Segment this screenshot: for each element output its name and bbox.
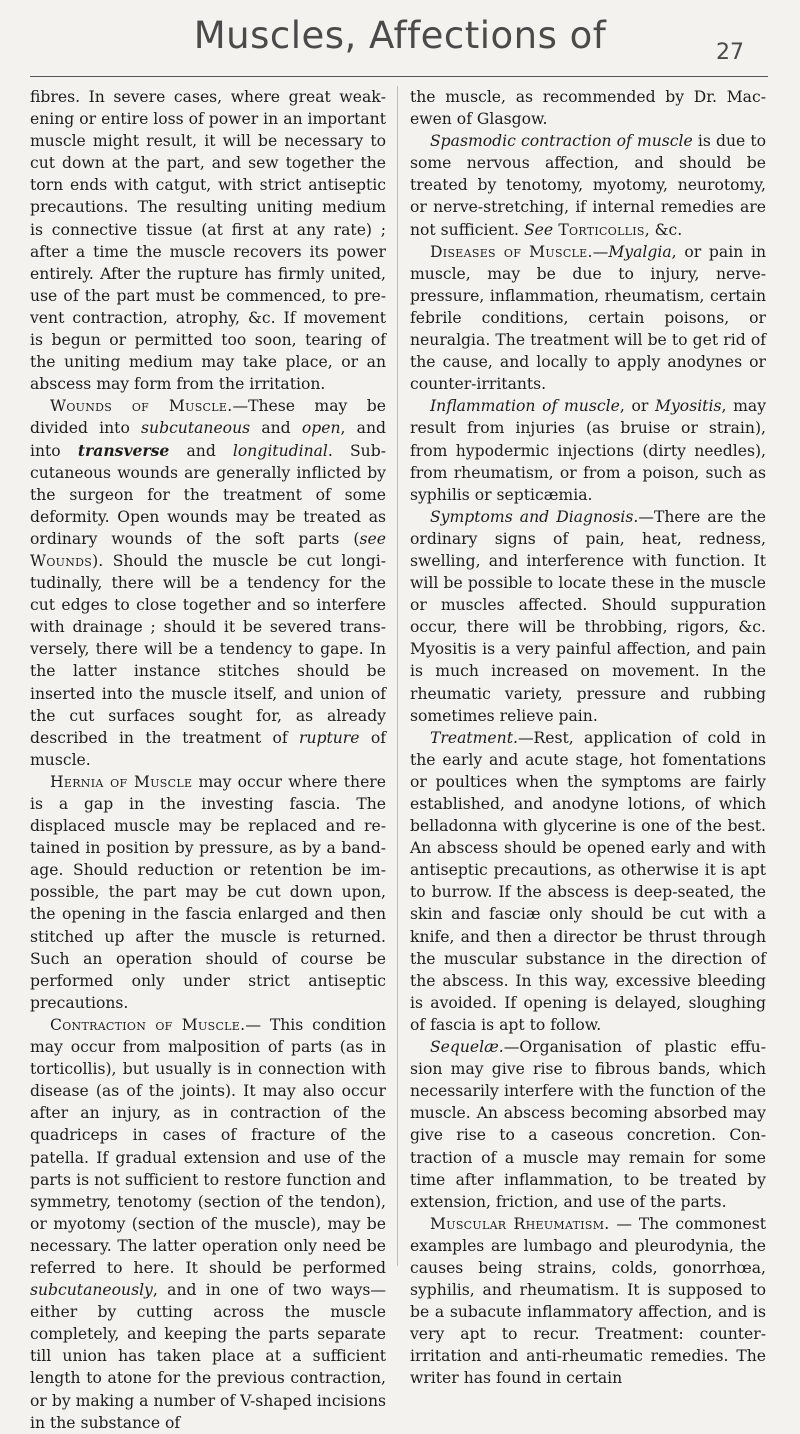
entry-sequelae: Sequelæ.—Organisation of plastic effusion may give rise to fibrous bands, which necessarily interfere with the function of the muscle. An abscess becoming absorbed may give rise to a caseous concretion. Contraction of a muscle may remain for some time after inflammation, to be treated by extension, friction, and use of the parts. <box>410 1038 766 1211</box>
entry-heading: Muscular Rheumatism. <box>430 1214 610 1233</box>
paragraph-continued: the muscle, as recommended by Dr. Macewen of Glasgow. <box>410 88 766 129</box>
cross-reference-see: see <box>359 529 386 548</box>
entry-diseases-of-muscle: Diseases of Muscle.—Myalgia, or pain in muscle, may be due to injury, nerve-pressure, inflammation, rheumatism, certain febrile conditions, certain poisons, or neuralgia. The treatment will be to get rid of the cause, and locally to apply anodynes or counter-irritants. <box>410 242 766 394</box>
page-number: 27 <box>716 40 744 65</box>
cross-reference-wounds: Wounds <box>30 551 93 570</box>
entry-heading: Inflammation of muscle <box>430 397 620 416</box>
running-title: Muscles, Affections of <box>193 14 607 57</box>
running-head <box>0 0 800 80</box>
paragraph-rupture-continued: fibres. In severe cases, where great weakening or entire loss of power in an important muscle might result, it will be necessary to cut down at the part, and sew together the torn ends with catgut, with strict antiseptic precautions. The resulting uniting medium is connective tissue (at first at any rate) ; after a time the muscle recovers its power entirely. After the rupture has firmly united, use of the part must be commenced, to prevent contraction, atrophy, &c. If movement is begun or permitted too soon, tearing of the uniting medium may take place, or an abscess may form from the irritation. <box>30 88 386 394</box>
entry-treatment: Treatment.—Rest, application of cold in the early and acute stage, hot fomentations or poultices when the symptoms are fairly established, and anodyne lotions, of which belladonna with glycerine is one of the best. An abscess should be opened early and with antiseptic precautions, as otherwise it is apt to burrow. If the abscess is deep-seated, the skin and fasciæ only should be cut with a knife, and then a director be thrust through the muscular substance in the direction of the abscess. In this way, excessive bleeding is avoided. If opening is delayed, sloughing of fascia is apt to follow. <box>410 728 766 1034</box>
right-column <box>410 86 767 1388</box>
entry-spasmodic-contraction: Spasmodic contraction of muscle is due to some nervous affection, and should be treated by tenotomy, myotomy, neurotomy, or nerve-stretching, if internal remedies are not sufficient. See Torticollis, &c. <box>410 132 766 239</box>
entry-heading: Symptoms and Diagnosis. <box>430 507 639 526</box>
column-divider <box>397 86 398 1266</box>
entry-wounds-of-muscle: Wounds of Muscle.—These may be divided into subcutaneous and open, and into transverse and longitudinal. Subcutaneous wounds are generally inflicted by the surgeon for the treatment of some deformity. Open wounds may be treated as ordinary wounds of the soft parts (see Wounds). Should the muscle be cut longitudinally, there will be a tendency for the cut edges to close together and so interfere with drainage ; should it be severed transversely, there will be a tendency to gape. In the latter instance stitches should be inserted into the muscle itself, and union of the cut surfaces sought for, as already described in the treatment of rupture of muscle. <box>30 397 386 769</box>
entry-muscular-rheumatism: Muscular Rheumatism. — The commonest examples are lumbago and pleurodynia, the causes being strains, colds, gonorrhœa, syphilis, and rheumatism. It is supposed to be a subacute inflammatory affection, and is very apt to recur. Treatment: counter-irritation and anti-rheumatic remedies. The writer has found in certain <box>410 1214 766 1388</box>
entry-heading: Diseases of Muscle. <box>430 242 593 261</box>
entry-heading: Spasmodic contraction of muscle <box>430 132 693 151</box>
entry-heading: Sequelæ. <box>430 1038 504 1057</box>
entry-contraction-of-muscle: Contraction of Muscle.— This condition may occur from malposition of parts (as in torticollis), but usually is in connection with disease (as of the joints). It may also occur after an injury, as in contraction of the quadriceps in cases of fracture of the patella. If gradual extension and use of the parts is not sufficient to restore function and symmetry, tenotomy (section of the tendon), or myotomy (section of the muscle), may be necessary. The latter operation only need be referred to here. It should be performed subcutaneously, and in one of two ways—either by cutting across the muscle completely, and keeping the parts separate till union has taken place at a sufficient length to atone for the previous contraction, or by making a number of V-shaped incisions in the substance of <box>30 1015 387 1432</box>
header-rule <box>30 76 768 77</box>
entry-hernia-of-muscle: Hernia of Muscle may occur where there is a gap in the investing fascia. The displaced muscle may be replaced and retained in position by pressure, as by a bandage. Should reduction or retention be impossible, the part may be cut down upon, the opening in the fascia enlarged and then stitched up after the muscle is returned. Such an operation should of course be performed only under strict antiseptic precautions. <box>30 772 386 1012</box>
left-column <box>30 86 387 1432</box>
entry-symptoms-and-diagnosis: Symptoms and Diagnosis.—There are the ordinary signs of pain, heat, redness, swelling, and interference with function. It will be possible to locate these in the muscle or muscles affected. Should suppuration occur, there will be throbbing, rigors, &c. Myositis is a very painful affection, and pain is much increased on movement. In the rheumatic variety, pressure and rubbing sometimes relieve pain. <box>410 507 766 725</box>
entry-inflammation-of-muscle: Inflammation of muscle, or Myositis, may result from injuries (as bruise or strain), from hypodermic injections (dirty needles), from rheumatism, or from a poison, such as syphilis or septicæmia. <box>410 397 767 504</box>
entry-heading: Contraction of Muscle. <box>50 1015 246 1034</box>
entry-heading: Treatment. <box>430 728 518 747</box>
entry-heading: Wounds of Muscle. <box>50 397 233 416</box>
cross-reference-torticollis: Torticollis <box>553 220 645 239</box>
entry-heading: Hernia of Muscle <box>50 772 193 791</box>
cross-reference-see: See <box>523 220 554 239</box>
